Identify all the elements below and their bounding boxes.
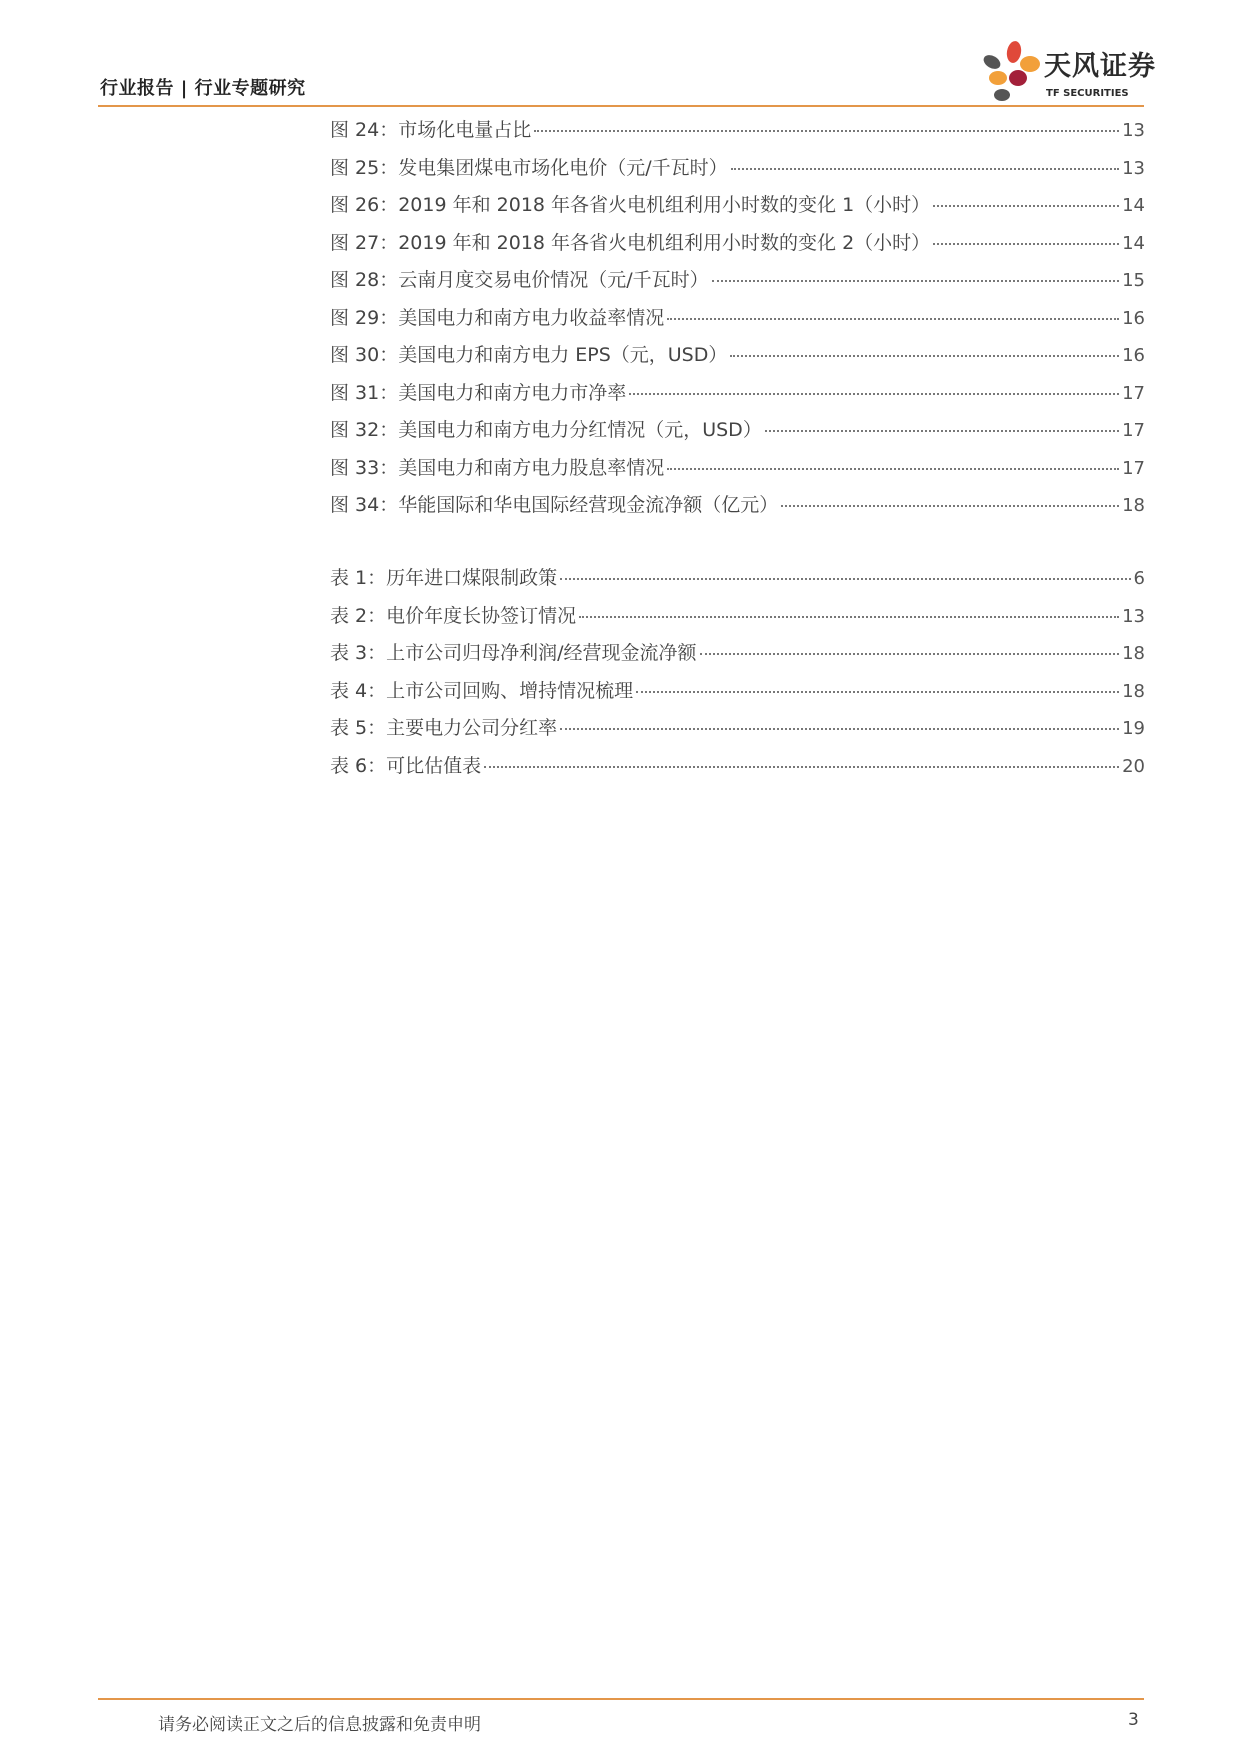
toc-entry-figure-30[interactable] [330,340,1145,378]
toc-entry-page: 17 [1122,420,1145,441]
footer-disclaimer: 请务必阅读正文之后的信息披露和免责申明 [158,1715,481,1735]
toc-entry-label: 表 4：上市公司回购、增持情况梳理 [330,679,634,702]
toc-entry-figure-33[interactable] [330,453,1145,491]
toc-entry-page: 6 [1133,568,1145,589]
logo-text-cn: 天风证券 [1044,51,1156,82]
toc-entry-page: 16 [1122,307,1145,329]
toc-entry-page: 17 [1122,382,1145,404]
toc-entry-table-4[interactable] [330,676,1145,714]
report-category-title: 行业报告 | 行业专题研究 [100,78,306,99]
dot-leader [560,728,1119,730]
toc-entry-figure-31[interactable] [330,378,1145,416]
table-index-list [330,563,1145,788]
dot-leader [933,205,1119,207]
toc-entry-label: 图 33：美国电力和南方电力股息率情况 [330,456,665,479]
toc-entry-page: 14 [1122,232,1145,254]
toc-entry-figure-26[interactable] [330,190,1145,228]
dot-leader [667,468,1119,470]
toc-entry-page: 15 [1122,270,1145,291]
toc-entry-label: 表 3：上市公司归母净利润/经营现金流净额 [330,642,697,664]
toc-entry-label: 表 6：可比估值表 [330,754,482,777]
toc-entry-table-1[interactable] [330,563,1145,601]
dot-leader [629,393,1119,395]
toc-entry-table-5[interactable] [330,713,1145,751]
toc-entry-label: 表 5：主要电力公司分红率 [330,717,558,739]
toc-entry-page: 20 [1122,755,1145,777]
toc-entry-table-3[interactable] [330,638,1145,676]
logo-text-en: TF SECURITIES [1046,88,1129,99]
toc-entry-label: 图 27：2019 年和 2018 年各省火电机组利用小时数的变化 2（小时） [330,231,931,254]
toc-entry-label: 表 2：电价年度长协签订情况 [330,604,577,627]
footer-divider [98,1698,1144,1700]
toc-entry-figure-24[interactable] [330,115,1145,153]
dot-leader [712,280,1119,282]
tf-securities-logo [976,40,1156,102]
toc-entry-figure-25[interactable] [330,153,1145,191]
toc-entry-label: 表 1：历年进口煤限制政策 [330,567,558,589]
dot-leader [933,243,1119,245]
toc-entry-page: 13 [1122,157,1145,179]
toc-entry-page: 16 [1122,345,1145,366]
dot-leader [560,578,1130,580]
toc-entry-page: 18 [1122,680,1145,702]
toc-entry-page: 18 [1122,495,1145,516]
dot-leader [781,505,1119,507]
dot-leader [700,653,1120,655]
toc-entry-page: 13 [1122,120,1145,141]
toc-entry-label: 图 24：市场化电量占比 [330,119,532,141]
toc-entry-figure-28[interactable] [330,265,1145,303]
toc-entry-page: 13 [1122,605,1145,627]
dot-leader [579,616,1119,618]
toc-entry-label: 图 26：2019 年和 2018 年各省火电机组利用小时数的变化 1（小时） [330,194,931,216]
dot-leader [667,318,1119,320]
toc-entry-label: 图 32：美国电力和南方电力分红情况（元，USD） [330,419,762,441]
dot-leader [731,168,1119,170]
toc-entry-page: 17 [1122,457,1145,479]
dot-leader [765,430,1119,432]
toc-entry-label: 图 25：发电集团煤电市场化电价（元/千瓦时） [330,156,728,179]
flower-logo-icon [976,40,1042,102]
toc-entry-table-6[interactable] [330,751,1145,789]
dot-leader [484,766,1119,768]
dot-leader [534,130,1119,132]
toc-entry-figure-29[interactable] [330,303,1145,341]
figure-index-list [330,115,1145,528]
toc-entry-figure-32[interactable] [330,415,1145,453]
dot-leader [636,691,1119,693]
toc-entry-label: 图 28：云南月度交易电价情况（元/千瓦时） [330,269,709,291]
toc-entry-figure-34[interactable] [330,490,1145,528]
toc-entry-page: 18 [1122,643,1145,664]
toc-entry-page: 14 [1122,195,1145,216]
toc-entry-page: 19 [1122,718,1145,739]
toc-entry-label: 图 30：美国电力和南方电力 EPS（元，USD） [330,344,728,366]
page-number: 3 [1128,1710,1139,1730]
toc-entry-label: 图 29：美国电力和南方电力收益率情况 [330,306,665,329]
dot-leader [730,355,1119,357]
toc-entry-label: 图 31：美国电力和南方电力市净率 [330,381,627,404]
header-divider [98,105,1144,107]
toc-entry-label: 图 34：华能国际和华电国际经营现金流净额（亿元） [330,494,779,516]
toc-entry-figure-27[interactable] [330,228,1145,266]
toc-entry-table-2[interactable] [330,601,1145,639]
